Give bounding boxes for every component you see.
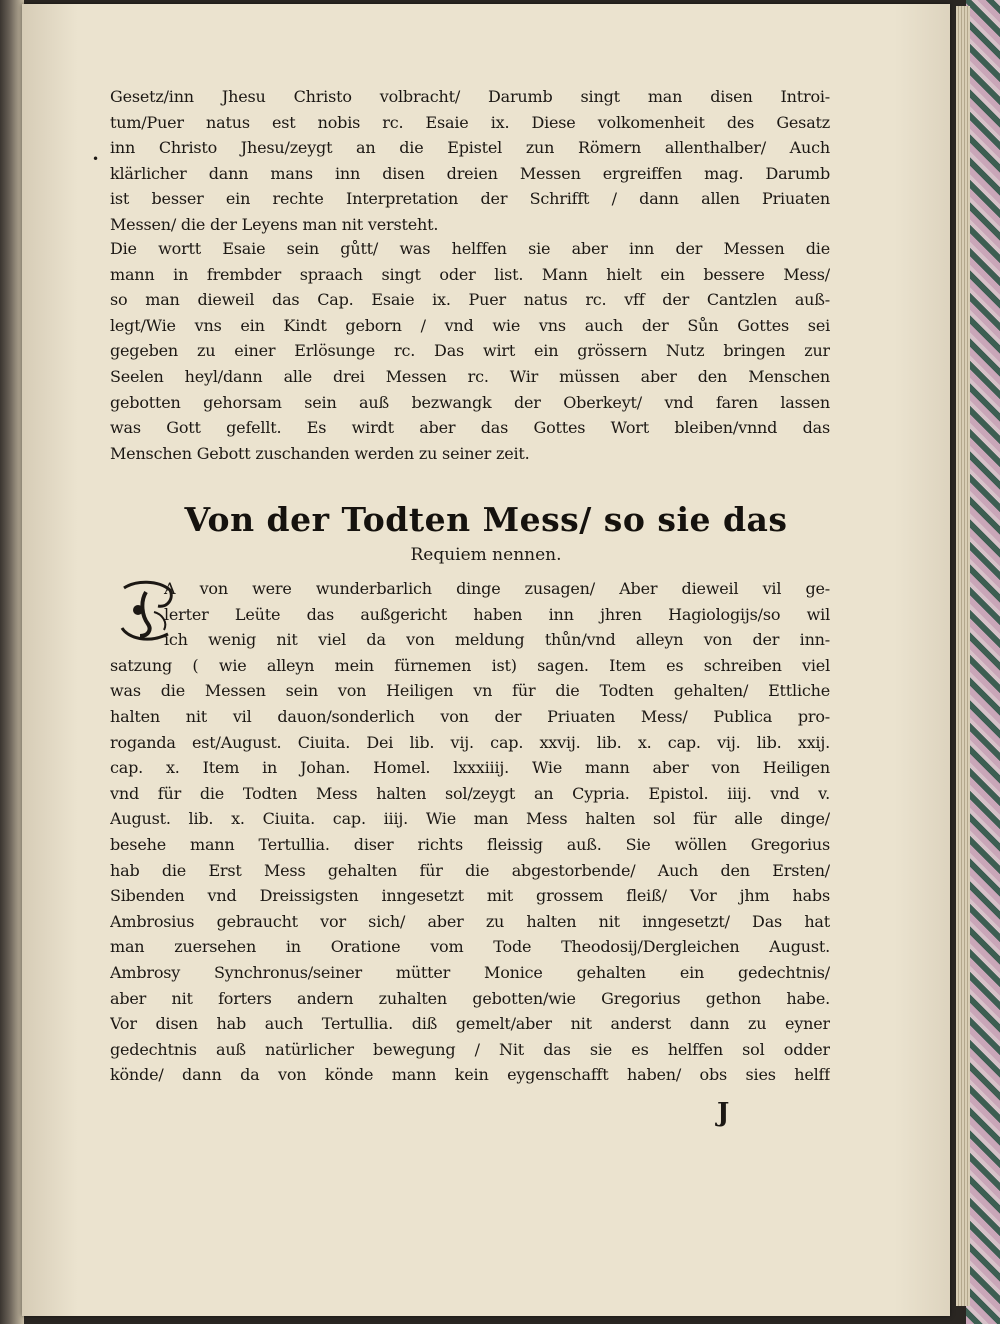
text-line: so man dieweil das Cap. Esaie ix. Puer natus rc. vff der Cantzlen auß- — [110, 290, 830, 310]
text-line: gedechtnis auß natürlicher bewegung / Nit das sie es helffen sol odder — [110, 1039, 830, 1059]
text-line: ist besser ein rechte Interpretation der Schrifft / dann allen Priuaten — [110, 189, 830, 209]
section-subheading: Requiem nennen. — [410, 545, 562, 565]
text-line: halten nit vil dauon/sonderlich von der Priuaten Mess/ Publica pro- — [110, 706, 830, 726]
section-heading: Von der Todten Mess/ so sie das — [184, 500, 788, 539]
text-line: aber nit forters andern zuhalten gebotten/wie Gregorius gethon habe. — [110, 988, 830, 1008]
text-line: Vor disen hab auch Tertullia. diß gemelt/aber nit anderst dann zu eyner — [110, 1014, 830, 1034]
text-line: Seelen heyl/dann alle drei Messen rc. Wir müssen aber den Menschen — [110, 366, 830, 386]
text-line: Menschen Gebott zuschanden werden zu seiner zeit. — [110, 443, 530, 463]
text-line: lerter Leüte das außgericht haben inn jhren Hagiologijs/so wil — [164, 604, 830, 624]
text-line: August. lib. x. Ciuita. cap. iiij. Wie man Mess halten sol für alle dinge/ — [110, 809, 830, 829]
text-line: cap. x. Item in Johan. Homel. lxxxiiij. Wie mann aber von Heiligen — [110, 758, 830, 778]
text-line: Gesetz/inn Jhesu Christo volbracht/ Darumb singt man disen Introi- — [110, 87, 830, 106]
text-line: Die wortt Esaie sein gůtt/ was helffen sie aber inn der Messen die — [110, 239, 830, 258]
text-line: mann in frembder spraach singt oder list. Mann hielt ein bessere Mess/ — [110, 264, 830, 284]
left-page-edge — [0, 0, 24, 1324]
text-line: satzung ( wie alleyn mein fürnemen ist) sagen. Item es schreiben viel — [110, 655, 830, 675]
text-line: Messen/ die der Leyens man nit versteht. — [110, 214, 439, 234]
text-line: was Gott gefellt. Es wirdt aber das Gottes Wort bleiben/vnnd das — [110, 418, 830, 438]
book-page — [22, 4, 950, 1316]
text-line: könde/ dann da von könde mann kein eygenschafft haben/ obs sies helff — [110, 1065, 830, 1085]
text-line: Ambrosius gebraucht vor sich/ aber zu halten nit inngesetzt/ Das hat — [110, 911, 830, 931]
paragraph-1 — [110, 84, 830, 238]
text-line: Sibenden vnd Dreissigsten inngesetzt mit grossem fleiß/ Vor jhm habs — [110, 886, 830, 906]
text-line: gebotten gehorsam sein auß bezwangk der Oberkeyt/ vnd faren lassen — [110, 392, 830, 412]
paragraph-3 — [110, 576, 830, 1088]
paragraph-2 — [110, 236, 830, 466]
text-line: inn Christo Jhesu/zeygt an die Epistel zun Römern allenthalber/ Auch — [110, 138, 830, 158]
signature-mark: J — [717, 1098, 730, 1128]
text-line: A von were wunderbarlich dinge zusagen/ Aber dieweil vil ge- — [164, 579, 830, 598]
text-line: man zuersehen in Oratione vom Tode Theodosij/Dergleichen August. — [110, 937, 830, 957]
page-stack-edge — [956, 6, 970, 1306]
margin-bullet: • — [92, 152, 100, 166]
text-line: was die Messen sein von Heiligen vn für die Todten gehalten/ Ettliche — [110, 681, 830, 701]
text-line: vnd für die Todten Mess halten sol/zeygt an Cypria. Epistol. iiij. vnd v. — [110, 783, 830, 803]
text-line: Ambrosy Synchronus/seiner mütter Monice gehalten ein gedechtnis/ — [110, 962, 830, 982]
text-line: roganda est/August. Ciuita. Dei lib. vij. cap. xxvij. lib. x. cap. vij. lib. xxij. — [110, 732, 830, 752]
text-line: besehe mann Tertullia. diser richts fleissig auß. Sie wöllen Gregorius — [110, 834, 830, 854]
marbled-cover-edge — [966, 0, 1000, 1324]
text-line: gegeben zu einer Erlösunge rc. Das wirt ein grössern Nutz bringen zur — [110, 341, 830, 361]
text-line: legt/Wie vns ein Kindt geborn / vnd wie vns auch der Sůn Gottes sei — [110, 315, 830, 335]
text-line: tum/Puer natus est nobis rc. Esaie ix. Diese volkomenheit des Gesatz — [110, 112, 830, 132]
text-line: ich wenig nit viel da von meldung thůn/vnd alleyn von der inn- — [164, 630, 830, 650]
text-line: klärlicher dann mans inn disen dreien Messen ergreiffen mag. Darumb — [110, 163, 830, 183]
text-line: hab die Erst Mess gehalten für die abgestorbende/ Auch den Ersten/ — [110, 860, 830, 880]
